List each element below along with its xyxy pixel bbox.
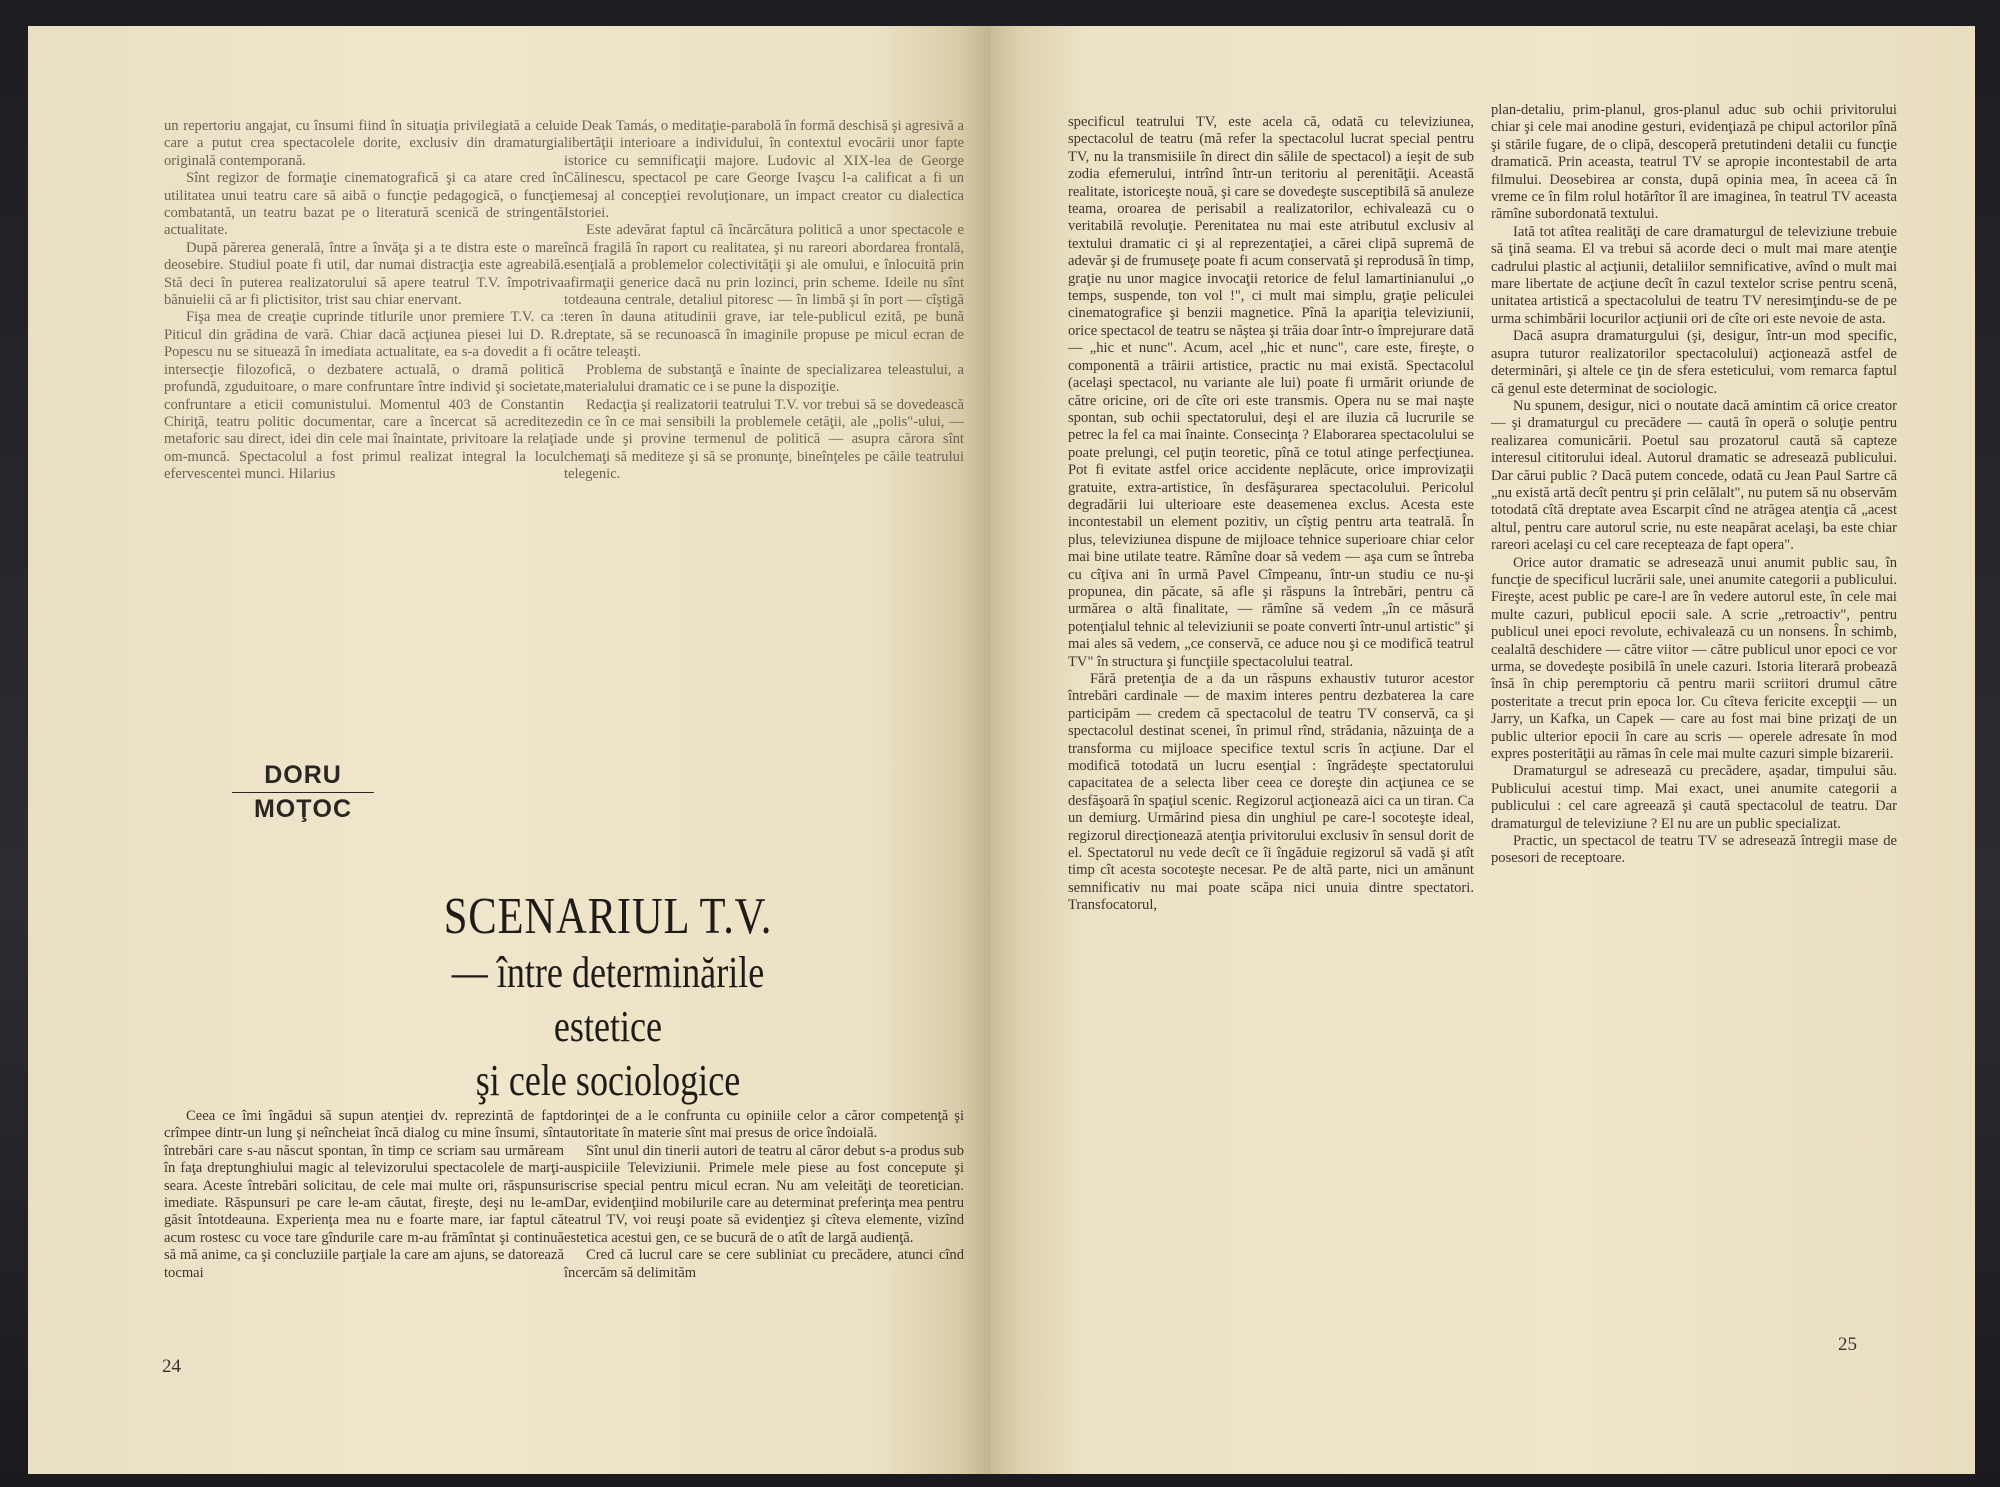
paragraph: Dacă asupra dramaturgului (şi, desigur, într-un mod specific, asupra tuturor realizatorilor spectacolului) acţionează astfel de determinări, şi altele ce ţin de sfera esteticului, vom remarca faptul că genul este determinat de sociologic.	[1491, 328, 1897, 397]
left-column-1-bottom	[164, 1108, 564, 1282]
paragraph: Cred că lucrul care se cere subliniat cu precădere, atunci cînd încercăm să delimităm	[564, 1247, 964, 1281]
article-title	[395, 888, 821, 1108]
paragraph: Dramaturgul se adresează cu precădere, aşadar, timpului său. Publicului acestui timp. Mai exact, unei anumite categorii a publicului : cel care agreează şi caută spectacolul de teatru. Dar dramaturgul de televiziune ? El nu are un public specializat.	[1491, 763, 1897, 832]
paragraph: de Deak Tamás, o meditaţie-parabolă în formă deschisă şi agresivă a libertăţii interioare a individului, în contextul evocării unor fapte istorice cu semnificaţii majore. Ludovic al XIX-lea de George Călinescu, spectacol pe care George Ivaşcu l-a calificat a fi un mesaj al concepţiei revoluţionare, un impact creator cu dialectica Istoriei.	[564, 118, 964, 222]
paragraph: dorinţei de a le confrunta cu opiniile celor a căror competenţă şi autoritate în materie sînt mai presus de orice îndoială.	[564, 1108, 964, 1142]
paragraph: Orice autor dramatic se adresează unui anumit public sau, în funcţie de specificul lucrării sale, unei anumite categorii a publicului. Fireşte, acest public pe care-l are în vedere autorul este, în cele mai multe cazuri, publicul epocii sale. A scrie „retroactiv", pentru publicul unei epoci revolute, echivalează cu un nonsens. În schimb, cealaltă deschidere — către viitor — către publicul unor epoci ce vor urma, se dovedeşte posibilă în unele cazuri. Istoria literară probează însă în chip peremptoriu că pentru marii scriitori drumul către posteritate a trecut prin epoca lor. Cu cîteva fericite excepţii — un Jarry, un Kafka, un Capek — care au fost mai bine prizaţi de un public ulterior epocii în care au scris — operele adresate în mod expres posterităţii au rămas în cele mai multe cazuri simple bizarerii.	[1491, 554, 1897, 763]
left-column-2-bottom	[564, 1108, 964, 1282]
page-number-left: 24	[162, 1356, 181, 1377]
title-line-2: — între determinările estetice	[451, 948, 765, 1051]
paragraph: specificul teatrului TV, este acela că, odată cu televiziunea, spectacolul de teatru (mă refer la spectacolul lucrat special pentru TV, nu la transmisiile în direct din sălile de spectacol) a ieşit de sub zodia efemerului, intrînd într-un teritoriu al perenităţii. Această realitate, istoriceşte nouă, şi care se dovedeşte susceptibilă să anuleze teama, oroarea de perisabil a realizatorilor, echivalează cu o veritabilă revoluţie. Perenitatea nu mai este atributul exclusiv al textului dramatic ci şi al reprezentaţiei, a cărei clipă supremă de adevăr şi de frumuseţe poate fi acum conservată şi reprodusă în timp, graţie nu unor magice invocaţii retorice de felul lamartinianului „o temps, suspende, ton vol !", ci mult mai simplu, graţie peliculei cinematografice şi benzii magnetice. Pînă la apariţia televiziunii, orice spectacol de teatru se năştea şi trăia doar într-o împrejurare dată — „hic et nunc". Acum, acel „hic et nunc", care este, fireşte, o componentă a trăirii artistice, practic nu mai există. Spectacolul (acelaşi spectacol, nu variante ale lui) poate fi urmărit oriunde de către oricine, ori de cîte ori este transmis. Opera nu se mai naşte spontan, sub ochii spectatorului, deşi el are iluzia că lucrurile se petrec la fel ca mai înainte. Consecinţa ? Elaborarea spectacolului se poate prelungi, cel puţin teoretic, pînă ce totul atinge perfecţiunea. Pot fi evitate astfel orice accidente neplăcute, orice improvizaţii gratuite, extra-artistice, în desfăşurarea spectacolului. Pericolul degradării lui ulterioare este deasemenea exclus. Acesta este incontestabil un element pozitiv, un cîştig pentru arta teatrală. În plus, televiziunea dispune de mijloace tehnice superioare chiar celor mai bine utilate teatre. Rămîne doar să vedem — aşa cum se întreba cu cîţiva ani în urmă Pavel Cîmpeanu, într-un studiu ce nu-şi propunea, din păcate, să afle şi răspuns la întrebări, pentru că urmărea o altă finalitate, — rămîne să vedem „în ce măsură potenţialul tehnic al televiziunii se poate converti într-unul artistic" şi mai ales să vedem, „ce conservă, ce aduce nou şi ce modifică teatrul TV" în structura şi funcţiile spectacolului teatral.	[1068, 114, 1474, 670]
paragraph: Este adevărat faptul că încărcătura politică a unor spectacole e încă fragilă în raport cu realitatea, şi nu rareori abordarea frontală, esenţială a problemelor colectivităţii şi ale omului, e înlocuită prin afirmaţii generice dacă nu prin lozinci, prin scheme. Ideile nu sînt totdeauna centrale, detaliul pitoresc — în limbă şi în port — cîştigă teren în dauna atitudinii grave, iar tele-publicul ezită, pe bună dreptate, să se recunoască în imaginile propuse pe micul ecran de către teleaşti.	[564, 222, 964, 361]
paragraph: Sînt unul din tinerii autori de teatru al căror debut s-a produs sub auspiciile Televiziunii. Primele mele piese au fost concepute şi scrise special pentru micul ecran. Nu am veleităţi de teoretician. Dar, evidenţiind mobilurile care au determinat preferinţa mea pentru teatrul TV, voi reuşi poate să evidenţiez şi cîteva elemente, vizînd estetica acestui gen, ce se bucură de o atît de largă audienţă.	[564, 1142, 964, 1246]
author-divider	[232, 792, 374, 793]
paragraph: După părerea generală, între a învăţa şi a te distra este o mare deosebire. Studiul poate fi util, dar numai distracţia este agreabilă. Stă deci în puterea realizatorului să apere teatrul T.V. împotriva bănuielii că ar fi plictisitor, trist sau chiar enervant.	[164, 239, 564, 309]
paragraph: Nu spunem, desigur, nici o noutate dacă amintim că orice creator — şi dramaturgul cu precădere — caută în operă o soluţie pentru realizarea comunicării. Poetul sau prozatorul caută să capteze interesul cititorului ideal. Autorul dramatic se adresează publicului. Dar cărui public ? Dacă putem concede, odată cu Jean Paul Sartre că „nu există artă decît pentru şi prin celălalt", nu putem să nu observăm totodată cîtă dreptate avea Escarpit cînd ne atrăgea atenţia că „acest altul, pentru care autorul scrie, nu este neapărat acelaşi, ba este chiar rareori acelaşi cu cel care recepteaza de fapt opera".	[1491, 397, 1897, 554]
paragraph: Problema de substanţă e înainte de specializarea teleastului, a materialului dramatic ce i se pune la dispoziţie.	[564, 361, 964, 396]
paragraph: Fişa mea de creaţie cuprinde titlurile unor premiere T.V. ca : Piticul din grădina de vară. Chiar dacă acţiunea piesei lui D. R. Popescu nu se situează în imediata actualitate, ea s-a dovedit a fi o intersecţie filozofică, o dezbatere actuală, o dramă politică profundă, zguduitoare, o mare confruntare între individ şi societate, confruntare a eticii comunistului. Momentul 403 de Constantin Chiriţă, teatru politic documentar, care a încercat să acrediteze metaforic sau direct, idei din cele mai înaintate, privitoare la relaţia om-muncă. Spectacolul a fost primul realizat integral la locul efervescentei munci. Hilarius	[164, 309, 564, 483]
paragraph: Fără pretenţia de a da un răspuns exhaustiv tuturor acestor întrebări cardinale — de maxim interes pentru dezbaterea la care participăm — credem că spectacolul de teatru TV conservă, ca şi spectacolul destinat scenei, în primul rînd, strădania, năzuinţa de a transforma cu mijloace specifice textul scris în acţiune. Dar el modifică totodată un lucru esenţial : îngrădeşte spectatorului capacitatea de a selecta liber ceea ce doreşte din acţiunea ce se desfăşoară în spaţiul scenic. Regizorul acţionează aici ca un tiran. Ca un demiurg. Urmărind piesa din unghiul pe care-l socoteşte ideal, regizorul direcţionează atenţia privitorului exclusiv în sensul dorit de el. Spectatorul nu vede decît ce îi îngăduie regizorul să vadă şi atît timp cît acesta socoteşte necesar. Pe de altă parte, nici un amănunt semnificativ nu mai poate scăpa nici unuia dintre spectatori. Transfocatorul,	[1068, 671, 1474, 914]
paragraph: Redacţia şi realizatorii teatrului T.V. vor trebui să se dovedească din ce în ce mai sensibili la problemele cetăţii, ale „polis"-ului, — de unde şi provine termenul de politică — asupra cărora sînt chemaţi să mediteze şi să se pronunţe, bineînţeles pe căile teatrului telegenic.	[564, 396, 964, 483]
right-column-2	[1491, 102, 1897, 868]
paragraph: Ceea ce îmi îngădui să supun atenţiei dv. reprezintă de fapt crîmpee dintr-un lung şi neîncheiat încă dialog cu mine însumi, sînt întrebări care s-au născut spontan, în timp ce scriam sau urmăream în faţa dreptunghiului magic al televizorului spectacolele de marţi-seara. Aceste întrebări solicitau, de cele mai multe ori, răspunsuri imediate. Răspunsuri pe care le-am căutat, fireşte, deşi nu le-am găsit întotdeauna. Experienţa mea nu e foarte mare, iar faptul că acum rostesc cu voce tare gîndurile care m-au frămîntat şi continuă să mă anime, ca şi concluziile parţiale la care am ajuns, se datorează tocmai	[164, 1108, 564, 1281]
left-column-1-top	[164, 118, 564, 484]
author-name	[228, 761, 378, 824]
right-column-1	[1068, 114, 1474, 915]
paragraph: un repertoriu angajat, cu însumi fiind în situaţia privilegiată a celui care a putut crea spectacolele dorite, exclusiv din dramaturgia originală contemporană.	[164, 118, 564, 169]
author-last-name: MOŢOC	[253, 795, 353, 823]
title-line-3: şi cele sociologice	[475, 1056, 741, 1105]
title-line-1: SCENARIUL T.V.	[443, 888, 773, 945]
author-first-name: DORU	[264, 761, 342, 789]
page-number-right: 25	[1838, 1334, 1857, 1355]
paragraph: Sînt regizor de formaţie cinematografică şi ca atare cred în utilitatea unui teatru care să aibă o funcţie pedagogică, o funcţie combatantă, un teatru bazat pe o literatură scenică de stringentă actualitate.	[164, 170, 564, 239]
paragraph: plan-detaliu, prim-planul, gros-planul aduc sub ochii privitorului chiar şi cele mai anodine gesturi, evidenţiază pe chipul actorilor pînă şi stările fugare, de o clipă, descoperă pretutindeni detalii cu funcţie dramatică. Prin aceasta, teatrul TV se apropie incontestabil de arta filmului. Deosebirea ar consta, după opinia mea, în aceea că în vreme ce în film rolul hotărîtor îl are imaginea, în teatrul TV aceasta rămîne subordonată textului.	[1491, 102, 1897, 223]
left-column-2-top	[564, 118, 964, 484]
left-page	[28, 26, 990, 1474]
right-page	[990, 26, 1975, 1474]
paragraph: Iată tot atîtea realităţi de care dramaturgul de televiziune trebuie să ţină seama. El va trebui să acorde deci o mult mai mare atenţie cadrului plastic al acţiunii, detaliilor semnificative, avînd o mult mai mare libertate de acţiune decît în cazul textelor scrise pentru scenă, unitatea artistică a spectacolului de teatru TV neresimţindu-se de pe urma schimbării locurilor acţiunii ori de cîte ori este nevoie de asta.	[1491, 223, 1897, 327]
paragraph: Practic, un spectacol de teatru TV se adresează întregii mase de posesori de receptoare.	[1491, 833, 1897, 867]
